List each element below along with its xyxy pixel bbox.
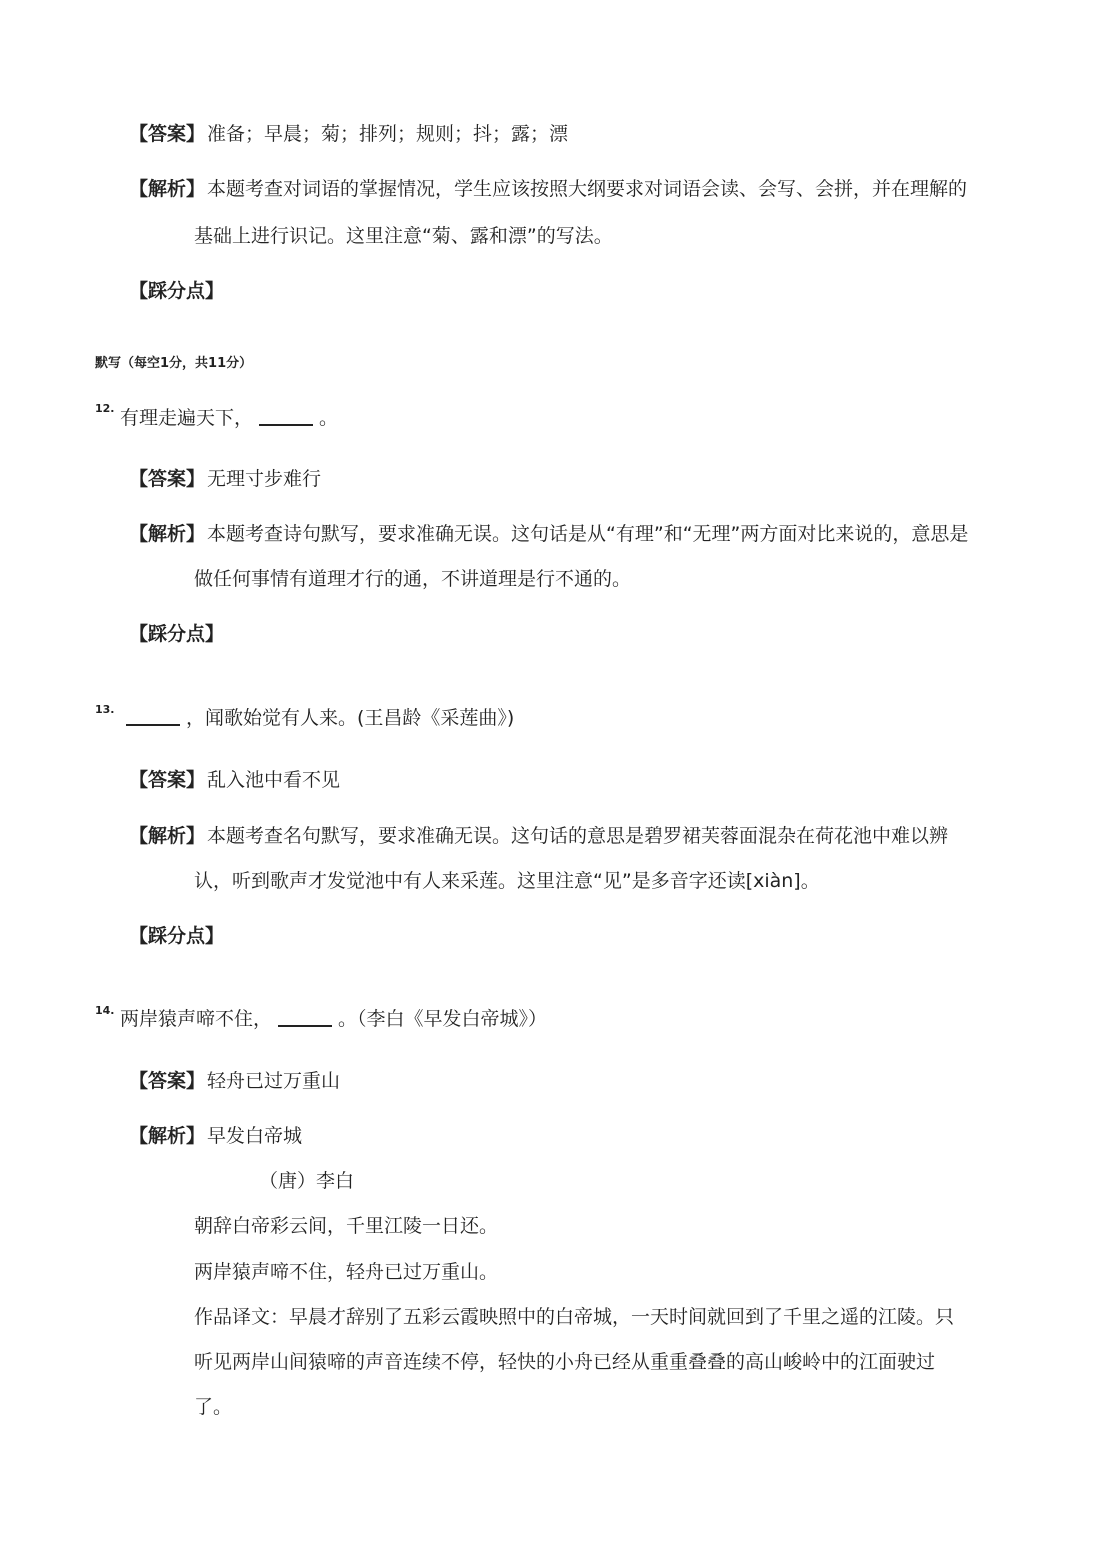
question-stem: 两岸猿声啼不住， 。（李白《早发白帝城》） xyxy=(120,1008,548,1030)
question-number: 13. xyxy=(95,703,115,716)
answer-label: 【答案】 xyxy=(129,123,206,145)
translation-text-cont: 了。 xyxy=(194,1396,233,1418)
poem-line: 朝辞白帝彩云间，千里江陵一日还。 xyxy=(194,1215,499,1237)
answer-text: 轻舟已过万重山 xyxy=(207,1070,341,1092)
analysis-label: 【解析】 xyxy=(129,178,206,200)
answer-text: 乱入池中看不见 xyxy=(207,769,341,791)
analysis-label: 【解析】 xyxy=(129,523,206,545)
analysis-text: 本题考查名句默写，要求准确无误。这句话的意思是碧罗裙芙蓉面混杂在荷花池中难以辨 xyxy=(207,825,949,847)
analysis-text-cont: 认，听到歌声才发觉池中有人来采莲。这里注意“见”是多音字还读[xiàn]。 xyxy=(194,870,820,892)
poem-author: （唐）李白 xyxy=(259,1170,355,1192)
translation-text: 作品译文：早晨才辞别了五彩云霞映照中的白帝城，一天时间就回到了千里之遥的江陵。只 xyxy=(194,1306,955,1328)
answer-label: 【答案】 xyxy=(129,468,206,490)
question-stem: 有理走遍天下， 。 xyxy=(120,407,339,429)
analysis-text: 本题考查对词语的掌握情况，学生应该按照大纲要求对词语会读、会写、会拼，并在理解的 xyxy=(207,178,968,200)
analysis-text: 本题考查诗句默写，要求准确无误。这句话是从“有理”和“无理”两方面对比来说的，意思是 xyxy=(207,523,969,545)
scoring-points-label: 【踩分点】 xyxy=(129,925,225,947)
poem-title: 早发白帝城 xyxy=(207,1125,303,1147)
question-stem: ，闻歌始觉有人来。(王昌龄《采莲曲》) xyxy=(120,706,514,730)
scoring-points-label: 【踩分点】 xyxy=(129,280,225,302)
translation-text-cont: 听见两岸山间猿啼的声音连续不停，轻快的小舟已经从重重叠叠的高山峻岭中的江面驶过 xyxy=(194,1351,936,1373)
fill-blank xyxy=(126,723,180,726)
question-number: 14. xyxy=(95,1004,115,1017)
analysis-label: 【解析】 xyxy=(129,825,206,847)
question-number: 12. xyxy=(95,402,115,415)
fill-blank xyxy=(278,1024,332,1027)
analysis-text-cont: 做任何事情有道理才行的通，不讲道理是行不通的。 xyxy=(194,568,632,590)
answer-label: 【答案】 xyxy=(129,1070,206,1092)
analysis-label: 【解析】 xyxy=(129,1125,206,1147)
answer-text: 准备；早晨；菊；排列；规则；抖；露；漂 xyxy=(207,123,569,145)
analysis-text-cont: 基础上进行识记。这里注意“菊、露和漂”的写法。 xyxy=(194,225,613,247)
scoring-points-label: 【踩分点】 xyxy=(129,623,225,645)
section-title: 默写（每空1分，共11分） xyxy=(95,356,253,371)
poem-line: 两岸猿声啼不住，轻舟已过万重山。 xyxy=(194,1261,499,1283)
fill-blank xyxy=(259,423,313,426)
answer-text: 无理寸步难行 xyxy=(207,468,322,490)
answer-label: 【答案】 xyxy=(129,769,206,791)
